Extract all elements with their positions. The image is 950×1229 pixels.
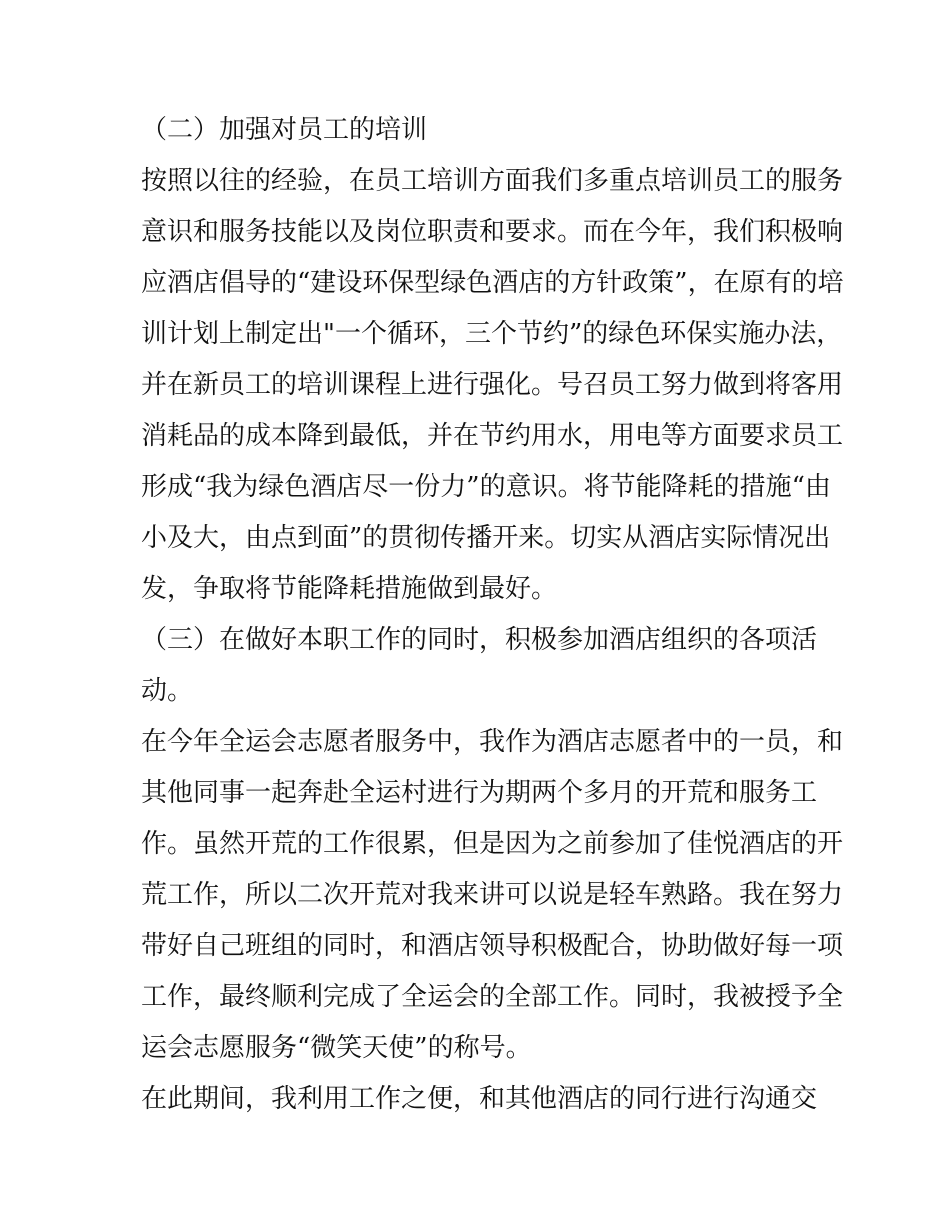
paragraph-line: 训计划上制定出"一个循环，三个节约”的绿色环保实施办法， — [141, 319, 843, 349]
paragraph-line: 并在新员工的培训课程上进行强化。号召员工努力做到将客用 — [141, 370, 844, 400]
paragraph-line: 运会志愿服务“微笑天使”的称号。 — [141, 1033, 532, 1063]
paragraph-line: 带好自己班组的同时，和酒店领导积极配合，协助做好每一项 — [141, 931, 844, 961]
paragraph-line: 其他同事一起奔赴全运村进行为期两个多月的开荒和服务工 — [141, 778, 818, 808]
paragraph-line: 消耗品的成本降到最低，并在节约用水，用电等方面要求员工 — [141, 421, 844, 451]
section-heading-2: （二）加强对员工的培训 — [141, 115, 428, 145]
paragraph-line: 工作，最终顺利完成了全运会的全部工作。同时，我被授予全 — [141, 982, 844, 1012]
paragraph-line: 意识和服务技能以及岗位职责和要求。而在今年，我们积极响 — [141, 217, 844, 247]
paragraph-line: 作。虽然开荒的工作很累，但是因为之前参加了佳悦酒店的开 — [141, 829, 844, 859]
paragraph-line: 应酒店倡导的“建设环保型绿色酒店的方针政策”，在原有的培 — [141, 268, 844, 298]
paragraph-line: 小及大，由点到面”的贯彻传播开来。切实从酒店实际情况出 — [141, 523, 831, 553]
paragraph-line: 形成“我为绿色酒店尽一份力”的意识。将节能降耗的措施“由 — [141, 472, 831, 502]
section-heading-3: （三）在做好本职工作的同时，积极参加酒店组织的各项活 — [141, 625, 818, 655]
section-heading-3-cont: 动。 — [141, 676, 194, 706]
paragraph-line: 荒工作，所以二次开荒对我来讲可以说是轻车熟路。我在努力 — [141, 880, 844, 910]
paragraph-line: 在今年全运会志愿者服务中，我作为酒店志愿者中的一员，和 — [141, 727, 844, 757]
paragraph-line: 按照以往的经验，在员工培训方面我们多重点培训员工的服务 — [141, 166, 844, 196]
paragraph-line: 发，争取将节能降耗措施做到最好。 — [141, 574, 558, 604]
paragraph-line: 在此期间，我利用工作之便，和其他酒店的同行进行沟通交 — [141, 1084, 818, 1114]
